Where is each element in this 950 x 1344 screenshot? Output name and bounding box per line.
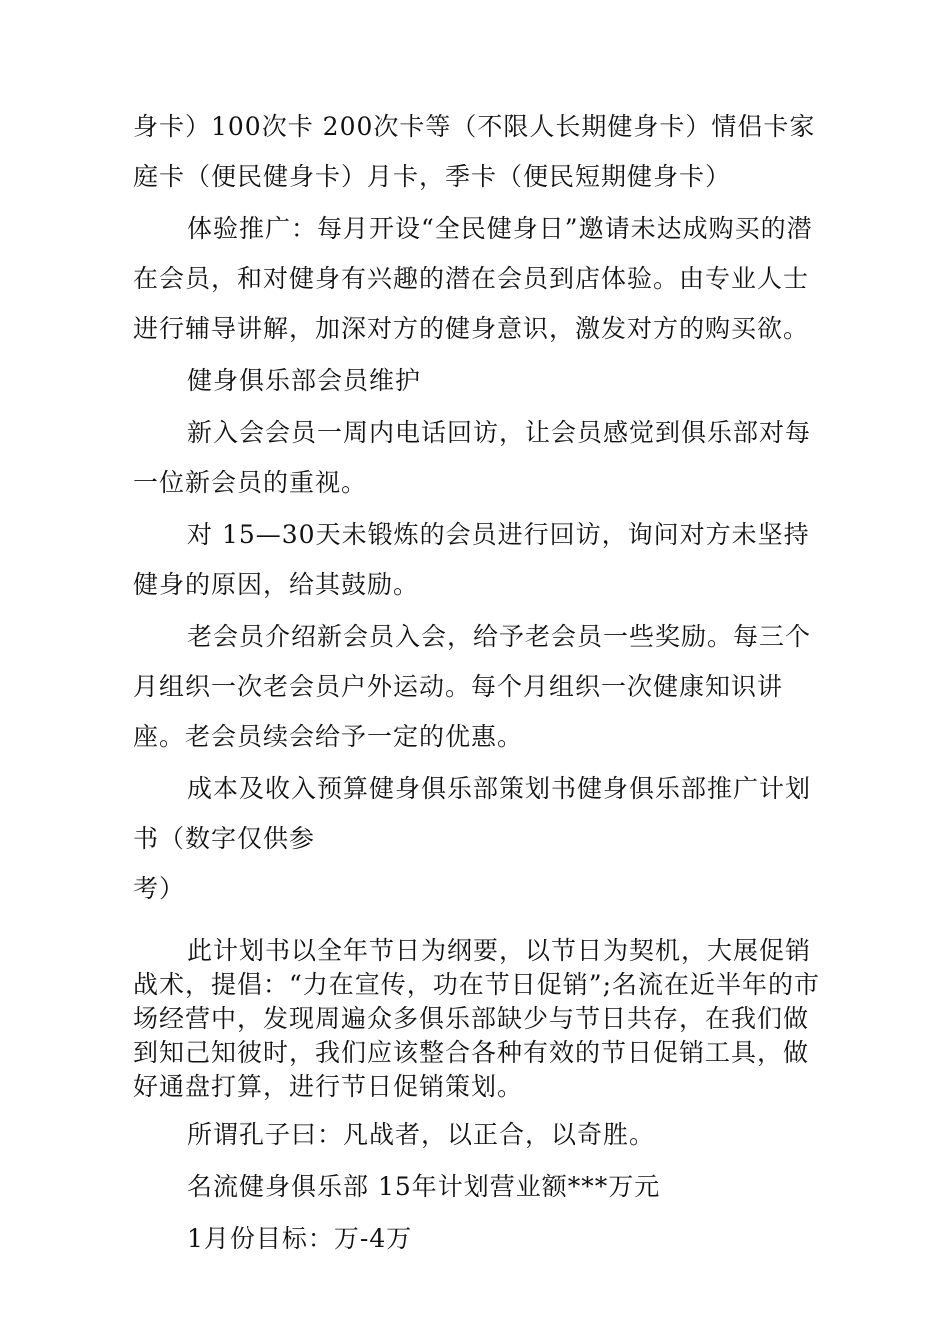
paragraph-annual-target: 名流健身俱乐部 15年计划营业额***万元 <box>187 1172 661 1201</box>
paragraph-plan-intro: 此计划书以全年节日为纲要，以节日为契机，大展促销战术，提倡：“力在宣传，功在节日促销”;名流在近半年的市场经营中，发现周遍众多俱乐部缺少与节日共存，在我们做到知己知彼时，我们应该整合各种有效的节日促销工具，做好通盘打算，进行节日促销策划。 <box>133 936 820 1101</box>
paragraph-card-types: 身卡）100次卡 200次卡等（不限人长期健身卡）情侣卡家庭卡（便民健身卡）月卡，季卡（便民短期健身卡） <box>133 112 816 191</box>
paragraph-budget-title-end: 考） <box>133 874 186 903</box>
paragraph-january-target: 1月份目标：万-4万 <box>187 1224 413 1253</box>
document-body <box>133 0 830 1264</box>
paragraph-inactive-member-callback: 对 15—30天未锻炼的会员进行回访，询问对方未坚持健身的原因，给其鼓励。 <box>133 520 810 599</box>
paragraph-new-member-callback: 新入会会员一周内电话回访，让会员感觉到俱乐部对每一位新会员的重视。 <box>133 418 812 497</box>
paragraph-sun-tzu-quote: 所谓孔子曰：凡战者，以正合，以奇胜。 <box>187 1120 656 1149</box>
paragraph-referral-rewards: 老会员介绍新会员入会，给予老会员一些奖励。每三个月组织一次老会员户外运动。每个月组织一次健康知识讲座。老会员续会给予一定的优惠。 <box>133 622 812 751</box>
paragraph-trial-promotion: 体验推广：每月开设“全民健身日”邀请未达成购买的潜在会员，和对健身有兴趣的潜在会员到店体验。由专业人士进行辅导讲解，加深对方的健身意识，激发对方的购买欲。 <box>133 214 813 343</box>
paragraph-budget-title: 成本及收入预算健身俱乐部策划书健身俱乐部推广计划书（数字仅供参 <box>133 774 812 853</box>
section-heading-member-maintenance: 健身俱乐部会员维护 <box>187 366 422 395</box>
